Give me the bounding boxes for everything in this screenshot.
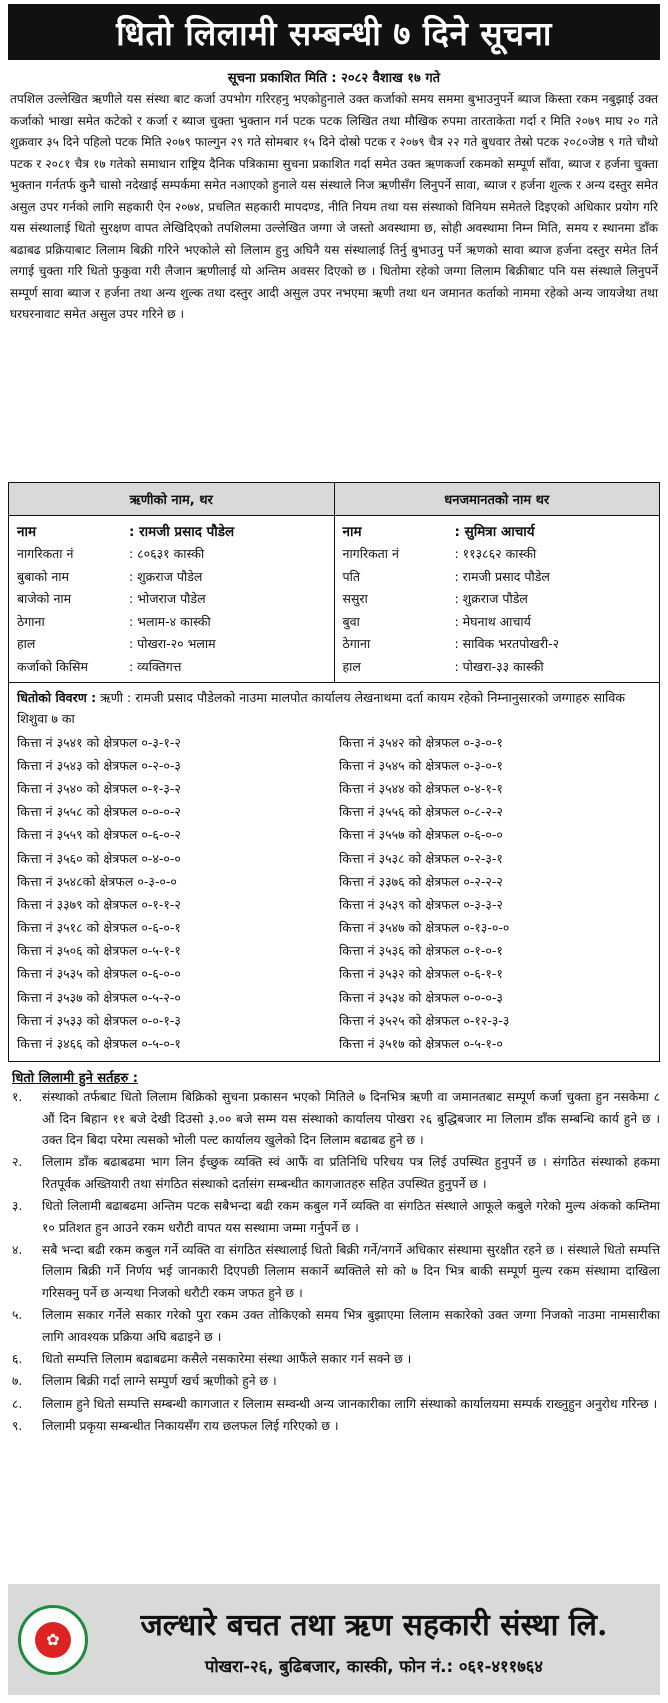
term-number: २. — [12, 1155, 23, 1170]
collateral-section — [8, 683, 660, 1063]
debtor-field-value: : व्यक्तिगत्त — [129, 658, 182, 674]
plot-item: कित्ता नं ३५३६ को क्षेत्रफल ०-१-०-१ — [339, 943, 503, 959]
guarantor-heading: धनजमानतको नाम थर — [444, 493, 550, 508]
debtor-row — [17, 588, 326, 611]
term-number: ३. — [12, 1199, 23, 1214]
debtor-field-label: ठेगाना — [17, 613, 45, 629]
collateral-intro: ऋणी : रामजी प्रसाद पौडेलको नाउमा मालपोत कार्यालय लेखनाथमा दर्ता कायम रहेको निम्नानुसारको जग्गाहरु साविक शिशुवा ७ का — [17, 689, 625, 726]
plot-item: कित्ता नं ३५४३ को क्षेत्रफल ०-२-०-३ — [17, 757, 181, 773]
published-date: सूचना प्रकाशित मिति : २०८२ वैशाख १७ गते — [227, 71, 441, 86]
plot-item: कित्ता नं ३५४२ को क्षेत्रफल ०-३-०-१ — [339, 734, 503, 750]
debtor-field-value: : ८०६३१ कास्की — [129, 546, 205, 562]
parties-table — [8, 482, 660, 683]
term-number: ४. — [12, 1242, 23, 1257]
debtor-field-value: : भोजराज पौडेल — [129, 591, 206, 607]
plot-item: कित्ता नं ३५५८ को क्षेत्रफल ०-०-०-२ — [17, 804, 181, 820]
term-number: ७. — [12, 1374, 23, 1389]
debtor-field-label: बुबाको नाम — [17, 568, 69, 584]
term-text: सबै भन्दा बढी रकम कबुल गर्ने व्यक्ति वा संगठित संस्थालाई धितो बिक्री गर्ने/नगर्ने अधिकार संस्थामा सुरक्षीत रहने छ । संस्थाले धितो सम्पत्ति लिलाम बिक्री गर्ने निर्णय भई जानकारी दिएपछी लिलाम सकार्ने ब्यक्तिले सो को ७ दिन भित्र बाकी सम्पूर्ण मुल्य रकम संस्थामा दाखिला गरिसक्नु पर्ने छ अन्यथा निजको धरौटी रकम जफत हुने छ । — [42, 1242, 660, 1300]
guarantor-row — [343, 565, 652, 588]
plot-item: कित्ता नं ३५४० को क्षेत्रफल ०-१-३-२ — [17, 780, 181, 796]
terms-title: धितो लिलामी हुने सर्तहरु : — [12, 1071, 138, 1087]
collateral-label: धितोको विवरण : — [17, 689, 97, 705]
plot-item: कित्ता नं ३५४५ को क्षेत्रफल ०-३-०-१ — [339, 757, 503, 773]
plot-item: कित्ता नं ३५३७ को क्षेत्रफल ०-५-२-० — [17, 989, 181, 1005]
term-number: ५. — [12, 1308, 23, 1323]
term-text: लिलाम हुने धितो सम्पत्ति सम्बन्धी कागजात र लिलाम सम्वन्धी अन्य जानकारीका लागि संस्थाको कार्यालयमा सम्पर्क राख्नुहुन अनुरोध गरिन्छ । — [42, 1396, 658, 1411]
cooperative-logo-icon: ✿ — [8, 1584, 98, 1695]
plot-item: कित्ता नं ३५३८ को क्षेत्रफल ०-२-३-१ — [339, 850, 503, 866]
debtor-row — [17, 655, 326, 678]
notice-title: धितो लिलामी सम्बन्धी ७ दिने सूचना — [8, 4, 660, 60]
debtor-row — [17, 520, 326, 543]
guarantor-field-value: : मेघनाथ आचार्य — [454, 613, 531, 629]
debtor-field-label: बाजेको नाम — [17, 591, 72, 607]
plot-item: कित्ता नं ३५४८को क्षेत्रफल ०-३-०-० — [17, 873, 177, 889]
plot-item: कित्ता नं ३५३९ को क्षेत्रफल ०-३-३-२ — [339, 896, 503, 912]
debtor-row — [17, 543, 326, 566]
term-number: ९. — [12, 1419, 23, 1434]
guarantor-row — [343, 633, 652, 656]
guarantor-field-value: : साविक भरतपोखरी-२ — [454, 636, 560, 652]
guarantor-details — [335, 516, 660, 682]
debtor-heading: ऋणीको नाम, थर — [9, 483, 335, 515]
plot-item: कित्ता नं ३५१७ को क्षेत्रफल ०-५-१-० — [339, 1036, 503, 1052]
debtor-field-label: कर्जाको किसिम — [17, 658, 88, 674]
notice-body: तपशिल उल्लेखित ऋणीले यस संस्था बाट कर्जा उपभोग गरिरहनु भएकोहुनाले उक्त कर्जाको समय सममा बुभाउनुपर्ने ब्याज किस्ता रकम नबुझाई उक्त कर्जाको भाखा समेत कटेको र कर्जा र ब्याज चुक्ता भुक्तान गर्न पटक पटक लिखित तथा मौखिक रुपमा तारताकेता गर्दा र मिति २०७९ माघ २० गते शुक्रवार ३५ दिने पहिलो पटक मिति २०७९ फाल्गुन २९ गते सोमबार १५ दिने दोस्रो पटक र २०७९ चैत्र २२ गते बुधवार तेस्रो पटक २०८०जेष्ठ ९ गते चौथो पटक र २०८१ चैत्र १७ गतेको समाधान राष्ट्रिय दैनिक पत्रिकामा सुचना प्रकाशित गर्दा समेत उक्त ऋणकर्जा रकमको सम्पूर्ण साँवा, ब्याज र हर्जना चुक्ता भुक्तान गर्नतर्फ कुनै चासो नदेखाई सम्पर्कमा समेत नआएको हुनाले यस संस्थाले निज ऋणीसँग लिनुपर्ने सावा, ब्याज र हर्जना शुल्क र अन्य दस्तुर समेत असुल उपर गर्नको लागि सहकारी ऐन २०७४, प्रचलित सहकारी मापदण्ड, नीति नियम तथा यस संस्थाको विनियम समेतले दिइएको अधिकार प्रयोग गरि यस संस्थालाई धितो सुरक्षण वापत लेखिदिएको तपशिलमा उल्लेखित जग्गा जे जस्तो अवस्थामा छ, सोही अवस्थामा निम्न मिति, समय र स्थानमा डाँक बढाबढ प्रक्रियाबाट लिलाम बिक्री गरिने भएकोले सो लिलाम हुनु अघिनै यस संस्थालाई तिर्नु बुभाउनु पर्ने ऋणको सावा ब्याज हर्जना दस्तुर समेत तिर्न लगाई चुक्ता गरि धितो फुकुवा गरी लैजान ऋणीलाई यो अन्तिम अवसर दिएको छ । धितोमा रहेको जग्गा लिलाम बिक्रीबाट पनि यस संस्थाले लिनुपर्ने सम्पूर्ण सावा ब्याज र हर्जना तथा अन्य शुल्क तथा दस्तुर आदी असुल उपर नभएमा ऋणी तथा धन जमानत कर्ताको नाममा रहेको अन्य जायजेथा तथा घरघरनावाट समेत असुल उपर गरिने छ । — [10, 92, 659, 322]
term-number: १. — [12, 1090, 23, 1105]
plot-item: कित्ता नं ३५६० को क्षेत्रफल ०-४-०-० — [17, 850, 181, 866]
auction-terms — [8, 1068, 660, 1438]
term-item — [8, 1416, 660, 1437]
plot-item: कित्ता नं ३५३२ को क्षेत्रफल ०-६-१-१ — [339, 966, 503, 982]
guarantor-field-label: ठेगाना — [342, 636, 371, 652]
plot-item: कित्ता नं ३५४१ को क्षेत्रफल ०-३-१-२ — [17, 734, 181, 750]
plot-item: कित्ता नं ३५३४ को क्षेत्रफल ०-०-०-३ — [339, 989, 503, 1005]
term-item — [8, 1394, 660, 1415]
term-item — [8, 1240, 660, 1304]
debtor-field-value: : पोखरा-२० भलाम — [129, 636, 216, 652]
term-number: ६. — [12, 1352, 23, 1366]
guarantor-field-label: हाल — [342, 658, 361, 674]
plot-item: कित्ता नं ३५४७ को क्षेत्रफल ०-१३-०-० — [339, 920, 510, 936]
term-text: लिलाम बिक्री गर्दा लाग्ने सम्पुर्ण खर्च ऋणीको हुने छ । — [42, 1374, 277, 1389]
debtor-field-value: : रामजी प्रसाद पौडेल — [129, 524, 235, 541]
plot-item: कित्ता नं ३५५७ को क्षेत्रफल ०-६-०-० — [339, 827, 503, 843]
guarantor-field-value: : सुमित्रा आचार्य — [454, 524, 535, 541]
organization-name: जल्धारे बचत तथा ऋण सहकारी संस्था लि. — [140, 1607, 608, 1643]
term-item — [8, 1305, 660, 1348]
guarantor-field-value: : रामजी प्रसाद पौडेल — [454, 568, 550, 584]
plot-item: कित्ता नं ३५२५ को क्षेत्रफल ०-१२-३-३ — [339, 1012, 510, 1028]
guarantor-field-value: : पोखरा-३३ कास्की — [454, 658, 544, 674]
notice-page — [8, 4, 660, 1695]
guarantor-row — [343, 655, 652, 678]
plot-item: कित्ता नं ३५४४ को क्षेत्रफल ०-४-१-१ — [339, 780, 503, 796]
guarantor-field-label: नागरिकता नं — [342, 546, 399, 562]
footer — [8, 1584, 660, 1695]
plot-item: कित्ता नं ३५५९ को क्षेत्रफल ०-६-०-२ — [17, 827, 181, 843]
plot-list — [17, 731, 651, 1056]
guarantor-row — [343, 588, 652, 611]
term-item — [8, 1371, 660, 1392]
debtor-row — [17, 565, 326, 588]
term-text: संस्थाको तर्फबाट धितो लिलाम बिक्रिको सुचना प्रकासन भएको मितिले ७ दिनभित्र ऋणी वा जमानतबाट सम्पूर्ण कर्जा चुक्ता हुन नसकेमा ८ औं दिन बिहान ११ बजे देखी दिउसो ३.०० बजे सम्म यस संस्थाको कार्यालय पोखरा २६ बुद्धिबजार मा लिलाम डाँक सम्बन्धि कार्य हुने छ । उक्त दिन बिदा परेमा त्यसको भोली पल्ट कार्यालय खुलेको दिन लिलाम बढाबढ हुने छ । — [42, 1090, 660, 1147]
plot-item: कित्ता नं ३५०६ को क्षेत्रफल ०-५-१-१ — [17, 943, 181, 959]
term-text: धितो लिलामी बढाबढमा अन्तिम पटक सबैभन्दा बढी रकम कबुल गर्ने व्यक्ति वा संगठित संस्थाले आफूले कबुले गरेको मुल्य अंकको कम्तिमा १० प्रतिशत हुन आउने रकम धरौटी वापत यस सस्थामा जम्मा गर्नुपर्ने छ । — [42, 1199, 660, 1235]
plot-item: कित्ता नं ३५१८ को क्षेत्रफल ०-६-०-१ — [17, 920, 181, 936]
term-item — [8, 1349, 660, 1370]
plot-item: कित्ता नं ३५३३ को क्षेत्रफल ०-०-१-३ — [17, 1012, 181, 1028]
guarantor-field-label: बुवा — [342, 613, 360, 629]
debtor-field-value: : भलाम-४ कास्की — [129, 613, 211, 629]
term-text: लिलाम सकार गर्नेले सकार गरेको पुरा रकम उक्त तोकिएको समय भित्र बुझाएमा लिलाम सकारेको उक्त जग्गा निजको नाउमा नामसारीका लागि आवश्यक प्रक्रिया अघि बढाइने छ । — [42, 1308, 660, 1344]
term-number: ८. — [12, 1396, 23, 1411]
debtor-field-label: नाम — [17, 524, 37, 541]
term-item — [8, 1152, 660, 1195]
term-item — [8, 1087, 660, 1151]
term-text: धितो सम्पत्ति लिलाम बढाबढमा कसैले नसकारेमा संस्था आफैंले सकार गर्न सक्ने छ । — [42, 1352, 412, 1366]
guarantor-row — [343, 543, 652, 566]
guarantor-field-label: पति — [342, 568, 360, 584]
term-text: लिलाम डाँक बढाबढमा भाग लिन ईच्छुक व्यक्ति स्वं आफैं वा प्रतिनिधि परिचय पत्र लिई उपस्थित हुनुपर्ने छ । संगठित संस्थाको हकमा रितपूर्वक अख्तियारी तथा संगठित संस्थाको दर्तासंग सम्बन्धीत कागजातहरु सहित उपस्थित हुनुपर्ने छ । — [42, 1155, 660, 1191]
organization-address: पोखरा-२६, बुढिबजार, कास्की, फोन नं.: ०६१-४११७६४ — [205, 1656, 543, 1676]
term-item — [8, 1196, 660, 1239]
debtor-field-value: : शुक्रराज पौडेल — [129, 568, 203, 584]
debtor-details — [9, 516, 335, 682]
plot-item: कित्ता नं ३३७६ को क्षेत्रफल ०-२-२-२ — [339, 873, 503, 889]
guarantor-field-label: ससुरा — [342, 591, 368, 607]
guarantor-field-label: नाम — [342, 524, 362, 541]
term-text: लिलामी प्रकृया सम्बन्धीत निकायसँग राय छलफल लिई गरिएको छ । — [42, 1419, 339, 1434]
guarantor-field-value: : शुक्रराज पौडेल — [454, 591, 528, 607]
guarantor-row — [343, 520, 652, 543]
debtor-row — [17, 610, 326, 633]
plot-item: कित्ता नं ३५५६ को क्षेत्रफल ०-८-२-२ — [339, 804, 503, 820]
plot-item: कित्ता नं ३३७९ को क्षेत्रफल ०-१-१-२ — [17, 896, 181, 912]
debtor-field-label: नागरिकता नं — [17, 546, 74, 562]
plot-item: कित्ता नं ३४६६ को क्षेत्रफल ०-५-०-१ — [17, 1036, 181, 1052]
guarantor-row — [343, 610, 652, 633]
plot-item: कित्ता नं ३५३५ को क्षेत्रफल ०-६-०-० — [17, 966, 181, 982]
debtor-row — [17, 633, 326, 656]
debtor-field-label: हाल — [17, 636, 36, 652]
guarantor-field-value: : ११३८६२ कास्की — [454, 546, 537, 562]
